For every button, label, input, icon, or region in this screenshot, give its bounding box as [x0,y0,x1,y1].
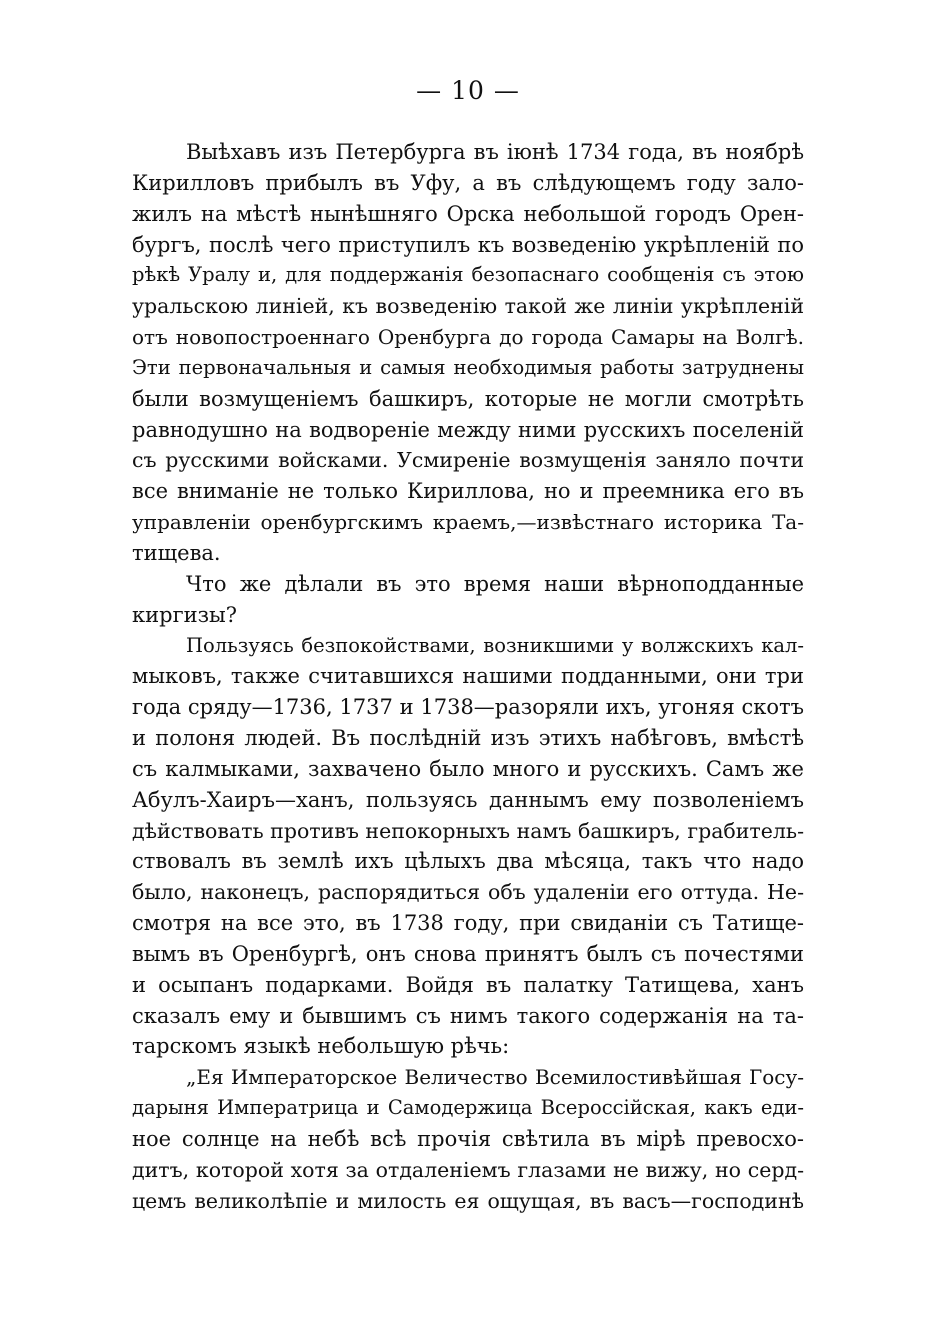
text-line: бургъ, послѣ чего приступилъ къ возведенію укрѣпленій по [132,232,804,257]
text-line: жилъ на мѣстѣ нынѣшняго Орска небольшой городъ Орен- [132,201,804,226]
text-line: и полоня людей. Въ послѣдній изъ этихъ набѣговъ, вмѣстѣ [132,726,804,751]
text-line: дитъ, которой хотя за отдаленіемъ глазами не вижу, но серд- [132,1157,804,1182]
text-line: были возмущеніемъ башкиръ, которые не могли смотрѣть [132,386,804,411]
text-line: равнодушно на водвореніе между ними русскихъ поселеній [132,417,804,442]
text-line: года сряду—1736, 1737 и 1738—разоряли ихъ, угоняя скотъ [132,695,804,720]
text-line: дарыня Императрица и Самодержица Всероссійская, какъ еди- [132,1096,804,1120]
text-line: ное солнце на небѣ всѣ прочія свѣтила въ мірѣ превосхо- [132,1127,804,1151]
text-line: Абулъ-Хаиръ—ханъ, пользуясь даннымъ ему позволеніемъ [132,787,804,812]
text-line: съ калмыками, захвачено было много и русскихъ. Самъ же [132,756,804,781]
text-line: управленіи оренбургскимъ краемъ,—извѣстнаго историка Та- [132,510,804,535]
text-line: Кирилловъ прибылъ въ Уфу, а въ слѣдующемъ году зало- [132,170,804,195]
text-line: Эти первоначальныя и самыя необходимыя работы затруднены [132,355,804,379]
text-line: рѣкѣ Уралу и, для поддержанія безопаснаго сообщенія съ этою [132,263,804,287]
text-line: съ русскими войсками. Усмиреніе возмущенія заняло почти [132,448,804,473]
text-line: уральскою линіей, къ возведенію такой же линіи укрѣпленій [132,294,804,319]
text-line: Что же дѣлали въ это время наши вѣрноподданные [186,571,804,596]
text-line: вымъ въ Оренбургѣ, онъ снова принятъ былъ съ почестями [132,941,804,966]
text-line: отъ новопостроеннаго Оренбурга до города Самары на Волгѣ. [132,325,804,350]
text-line: цемъ великолѣпіе и милость ея ощущая, въ васъ—господинѣ [132,1188,804,1213]
text-line: дѣйствовать противъ непокорныхъ намъ башкиръ, грабитель- [132,818,804,843]
text-line: сказалъ ему и бывшимъ съ нимъ такого содержанія на та- [132,1003,804,1028]
text-line: „Ея Императорское Величество Всемилостивѣйшая Госу- [186,1065,804,1090]
text-line: и осыпанъ подарками. Войдя въ палатку Татищева, ханъ [132,972,804,997]
text-line: тищева. [132,540,221,565]
page-number: — 10 — [416,76,520,105]
page-text [132,137,804,1217]
text-line: киргизы? [132,602,237,627]
text-line: ствовалъ въ землѣ ихъ цѣлыхъ два мѣсяца, такъ что надо [132,849,804,874]
text-line: тарскомъ языкѣ небольшую рѣчь: [132,1034,510,1059]
text-line: смотря на все это, въ 1738 году, при свиданіи съ Татище- [132,911,804,936]
text-line: мыковъ, также считавшихся нашими подданными, они три [132,664,804,689]
text-line: Выѣхавъ изъ Петербурга въ іюнѣ 1734 года, въ ноябрѣ [186,140,804,164]
text-line: было, наконецъ, распорядиться объ удаленіи его оттуда. Не- [132,880,804,905]
text-line: все вниманіе не только Кириллова, но и преемника его въ [132,479,804,504]
text-line: Пользуясь безпокойствами, возникшими у волжскихъ кал- [186,633,804,657]
